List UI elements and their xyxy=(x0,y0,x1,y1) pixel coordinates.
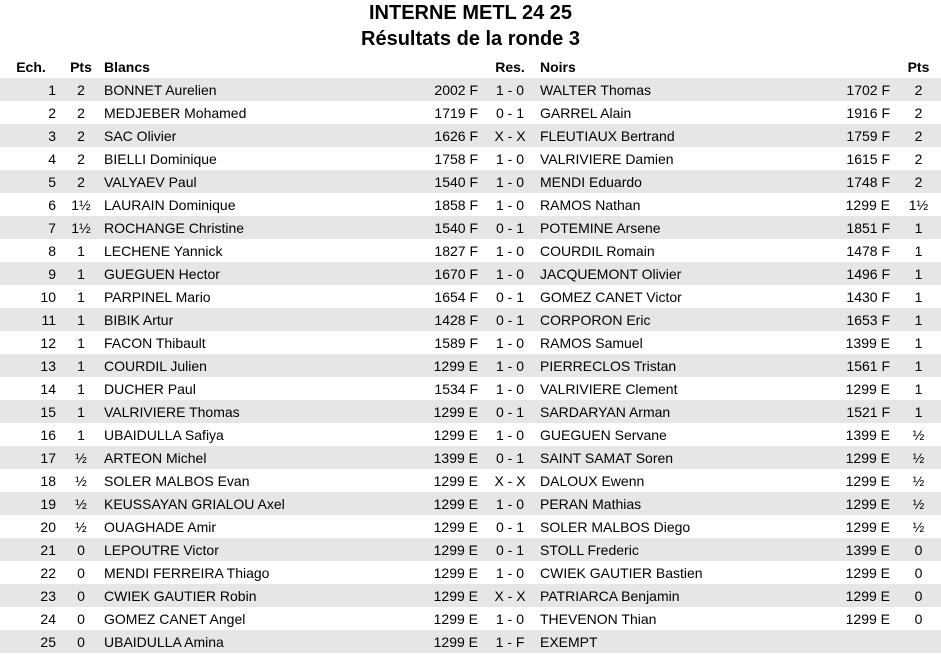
result: 1 - 0 xyxy=(495,150,524,167)
result: 1 - F xyxy=(484,630,536,653)
black-rating: 1653 F xyxy=(796,308,896,331)
header-white: Blancs xyxy=(104,59,150,75)
result: 1 - 0 xyxy=(495,564,524,581)
white-points: 1 xyxy=(77,426,85,443)
black-points: 2 xyxy=(896,124,941,147)
black-points: ½ xyxy=(912,518,925,535)
table-row xyxy=(0,630,941,653)
black-player: MENDI Eduardo xyxy=(536,170,796,193)
board-number: 10 xyxy=(40,288,56,305)
black-rating: 1299 E xyxy=(796,446,896,469)
white-player: SOLER MALBOS Evan xyxy=(104,472,250,489)
white-points: 0 xyxy=(62,630,100,653)
white-rating: 1299 E xyxy=(390,354,484,377)
result: 1 - 0 xyxy=(495,426,524,443)
white-rating: 1758 F xyxy=(434,150,478,167)
black-points: 2 xyxy=(914,104,923,121)
white-player: COURDIL Julien xyxy=(100,354,390,377)
table-header-row xyxy=(0,56,941,78)
white-rating: 2002 F xyxy=(390,78,484,101)
black-points: 1 xyxy=(896,262,941,285)
white-player: BONNET Aurelien xyxy=(100,78,390,101)
white-rating: 1299 E xyxy=(390,584,484,607)
board-number: 3 xyxy=(0,124,62,147)
result: 0 - 1 xyxy=(484,216,536,239)
table-row xyxy=(0,147,941,170)
result: 1 - 0 xyxy=(495,610,524,627)
table-row xyxy=(0,584,941,607)
black-points: 1½ xyxy=(908,196,929,213)
table-row xyxy=(0,101,941,124)
white-player: BIBIK Artur xyxy=(100,308,390,331)
table-row xyxy=(0,262,941,285)
board-number: 11 xyxy=(0,308,62,331)
white-rating: 1858 F xyxy=(434,196,478,213)
table-row xyxy=(0,607,941,630)
white-points: 1 xyxy=(62,262,100,285)
black-player: THEVENON Thian xyxy=(540,610,657,627)
black-player: STOLL Frederic xyxy=(536,538,796,561)
result: 0 - 1 xyxy=(495,518,524,535)
table-row xyxy=(0,216,941,239)
white-player: KEUSSAYAN GRIALOU Axel xyxy=(100,492,390,515)
white-points: 0 xyxy=(77,564,85,581)
white-rating: 1299 E xyxy=(433,426,478,443)
white-rating: 1299 E xyxy=(390,538,484,561)
black-rating: 1561 F xyxy=(796,354,896,377)
board-number: 23 xyxy=(0,584,62,607)
black-player: GUEGUEN Servane xyxy=(540,426,667,443)
table-row xyxy=(0,124,941,147)
board-number: 24 xyxy=(40,610,56,627)
board-number: 6 xyxy=(48,196,56,213)
board-number: 20 xyxy=(40,518,56,535)
board-number: 22 xyxy=(40,564,56,581)
black-player: PATRIARCA Benjamin xyxy=(536,584,796,607)
page-title: INTERNE METL 24 25 xyxy=(368,2,573,24)
black-player: DALOUX Ewenn xyxy=(540,472,645,489)
table-row xyxy=(0,492,941,515)
white-points: 1½ xyxy=(71,196,91,213)
black-rating: 1702 F xyxy=(796,78,896,101)
white-player: LEPOUTRE Victor xyxy=(100,538,390,561)
header-elo-black xyxy=(796,56,896,78)
black-player: RAMOS Nathan xyxy=(540,196,641,213)
black-rating: 1299 E xyxy=(796,492,896,515)
white-player: MEDJEBER Mohamed xyxy=(104,104,247,121)
white-points: 2 xyxy=(62,124,100,147)
black-rating: 1478 F xyxy=(846,242,890,259)
board-number: 2 xyxy=(48,104,56,121)
white-points: 1 xyxy=(62,400,100,423)
black-points: 0 xyxy=(914,564,923,581)
white-points: 2 xyxy=(62,78,100,101)
black-rating: 1430 F xyxy=(846,288,890,305)
result: X - X xyxy=(484,124,536,147)
board-number: 8 xyxy=(48,242,56,259)
white-points: 1 xyxy=(77,334,85,351)
white-rating: 1540 F xyxy=(390,216,484,239)
result: 1 - 0 xyxy=(495,242,524,259)
result: 1 - 0 xyxy=(484,492,536,515)
black-points: ½ xyxy=(896,492,941,515)
result: X - X xyxy=(484,584,536,607)
black-rating: 1299 E xyxy=(845,472,890,489)
header-ech: Ech. xyxy=(16,59,46,75)
white-rating: 1670 F xyxy=(390,262,484,285)
table-row xyxy=(0,239,941,262)
black-points: 1 xyxy=(914,288,923,305)
table-row xyxy=(0,377,941,400)
board-number: 17 xyxy=(0,446,62,469)
white-points: 1 xyxy=(62,308,100,331)
black-points: 0 xyxy=(896,584,941,607)
white-rating: 1589 F xyxy=(434,334,478,351)
board-number: 18 xyxy=(40,472,56,489)
black-player: SAINT SAMAT Soren xyxy=(536,446,796,469)
black-rating: 1299 E xyxy=(845,564,890,581)
black-points: 0 xyxy=(896,538,941,561)
header-res: Res. xyxy=(495,59,525,75)
black-points: 1 xyxy=(896,308,941,331)
white-player: FACON Thibault xyxy=(104,334,206,351)
white-points: 0 xyxy=(62,538,100,561)
result: 0 - 1 xyxy=(484,538,536,561)
black-player: SOLER MALBOS Diego xyxy=(540,518,691,535)
table-row xyxy=(0,538,941,561)
white-rating: 1534 F xyxy=(434,380,478,397)
black-player: RAMOS Samuel xyxy=(540,334,643,351)
white-player: DUCHER Paul xyxy=(104,380,196,397)
white-points: ½ xyxy=(62,492,100,515)
board-number: 13 xyxy=(0,354,62,377)
black-points xyxy=(896,630,941,653)
result: 1 - 0 xyxy=(484,262,536,285)
black-rating: 1496 F xyxy=(796,262,896,285)
white-player: LECHENE Yannick xyxy=(104,242,223,259)
table-row xyxy=(0,515,941,538)
black-player: PIERRECLOS Tristan xyxy=(536,354,796,377)
white-points: ½ xyxy=(75,518,87,535)
black-points: 1 xyxy=(914,380,923,397)
white-rating: 1299 E xyxy=(433,564,478,581)
black-player: CWIEK GAUTIER Bastien xyxy=(540,564,703,581)
black-rating: 1299 E xyxy=(845,196,890,213)
board-number: 5 xyxy=(0,170,62,193)
header-pts-white: Pts xyxy=(70,59,92,75)
white-player: CWIEK GAUTIER Robin xyxy=(100,584,390,607)
white-player: ROCHANGE Christine xyxy=(100,216,390,239)
white-points: 1 xyxy=(77,288,85,305)
result: 1 - 0 xyxy=(495,334,524,351)
table-row xyxy=(0,469,941,492)
white-player: BIELLI Dominique xyxy=(104,150,217,167)
table-row xyxy=(0,193,941,216)
table-row xyxy=(0,78,941,101)
table-row xyxy=(0,170,941,193)
board-number: 19 xyxy=(0,492,62,515)
white-points: 1 xyxy=(77,242,85,259)
header-pts-black: Pts xyxy=(907,59,930,75)
result: 1 - 0 xyxy=(484,78,536,101)
header-black: Noirs xyxy=(540,59,576,75)
black-rating: 1759 F xyxy=(796,124,896,147)
white-rating: 1299 E xyxy=(390,492,484,515)
black-points: ½ xyxy=(912,426,925,443)
board-number: 12 xyxy=(40,334,56,351)
black-rating: 1399 E xyxy=(845,334,890,351)
black-points: 1 xyxy=(896,354,941,377)
white-points: 1 xyxy=(62,354,100,377)
black-player: JACQUEMONT Olivier xyxy=(536,262,796,285)
table-row xyxy=(0,354,941,377)
black-player: SARDARYAN Arman xyxy=(536,400,796,423)
board-number: 16 xyxy=(40,426,56,443)
white-points: 0 xyxy=(62,584,100,607)
result: X - X xyxy=(494,472,526,489)
white-player: GUEGUEN Hector xyxy=(100,262,390,285)
white-points: 1 xyxy=(77,380,85,397)
white-points: ½ xyxy=(75,472,87,489)
white-rating: 1719 F xyxy=(434,104,478,121)
black-player: EXEMPT xyxy=(536,630,796,653)
black-player: COURDIL Romain xyxy=(540,242,655,259)
results-table xyxy=(0,56,941,653)
result: 1 - 0 xyxy=(484,170,536,193)
white-player: ARTEON Michel xyxy=(100,446,390,469)
white-points: ½ xyxy=(62,446,100,469)
white-rating: 1428 F xyxy=(390,308,484,331)
result: 0 - 1 xyxy=(484,400,536,423)
white-player: VALYAEV Paul xyxy=(100,170,390,193)
white-points: 0 xyxy=(77,610,85,627)
white-player: UBAIDULLA Amina xyxy=(100,630,390,653)
board-number: 21 xyxy=(0,538,62,561)
white-player: VALRIVIERE Thomas xyxy=(100,400,390,423)
white-rating: 1299 E xyxy=(433,472,478,489)
black-rating xyxy=(796,630,896,653)
table-row xyxy=(0,331,941,354)
table-row xyxy=(0,423,941,446)
black-player: CORPORON Eric xyxy=(536,308,796,331)
board-number: 4 xyxy=(48,150,56,167)
result: 1 - 0 xyxy=(484,354,536,377)
black-player: GARREL Alain xyxy=(540,104,632,121)
white-rating: 1654 F xyxy=(434,288,478,305)
white-rating: 1299 E xyxy=(433,610,478,627)
table-row xyxy=(0,446,941,469)
white-player: LAURAIN Dominique xyxy=(104,196,236,213)
black-points: 2 xyxy=(914,150,923,167)
white-player: UBAIDULLA Safiya xyxy=(104,426,224,443)
result: 0 - 1 xyxy=(484,446,536,469)
black-points: 1 xyxy=(914,334,923,351)
white-rating: 1299 E xyxy=(390,400,484,423)
white-rating: 1299 E xyxy=(433,518,478,535)
black-points: 2 xyxy=(896,78,941,101)
black-points: 1 xyxy=(896,400,941,423)
black-rating: 1851 F xyxy=(796,216,896,239)
result: 0 - 1 xyxy=(495,288,524,305)
black-player: VALRIVIERE Damien xyxy=(540,150,674,167)
black-rating: 1615 F xyxy=(846,150,890,167)
board-number: 1 xyxy=(0,78,62,101)
black-rating: 1748 F xyxy=(796,170,896,193)
table-row xyxy=(0,285,941,308)
board-number: 15 xyxy=(0,400,62,423)
black-player: WALTER Thomas xyxy=(536,78,796,101)
board-number: 25 xyxy=(0,630,62,653)
board-number: 9 xyxy=(0,262,62,285)
white-player: MENDI FERREIRA Thiago xyxy=(104,564,270,581)
black-player: VALRIVIERE Clement xyxy=(540,380,678,397)
black-points: 1 xyxy=(896,216,941,239)
black-rating: 1299 E xyxy=(845,518,890,535)
white-rating: 1540 F xyxy=(390,170,484,193)
white-rating: 1827 F xyxy=(434,242,478,259)
black-rating: 1399 E xyxy=(796,538,896,561)
white-player: PARPINEL Mario xyxy=(104,288,211,305)
white-player: GOMEZ CANET Angel xyxy=(104,610,246,627)
white-points: 2 xyxy=(77,104,85,121)
table-row xyxy=(0,561,941,584)
black-rating: 1916 F xyxy=(846,104,890,121)
board-number: 14 xyxy=(40,380,56,397)
white-player: OUAGHADE Amir xyxy=(104,518,217,535)
black-rating: 1521 F xyxy=(796,400,896,423)
black-player: GOMEZ CANET Victor xyxy=(540,288,682,305)
white-player: SAC Olivier xyxy=(100,124,390,147)
black-points: 0 xyxy=(914,610,923,627)
black-player: POTEMINE Arsene xyxy=(536,216,796,239)
page-subtitle: Résultats de la ronde 3 xyxy=(361,28,580,50)
table-row xyxy=(0,400,941,423)
result: 0 - 1 xyxy=(484,308,536,331)
title-block xyxy=(0,0,941,52)
black-points: ½ xyxy=(912,472,925,489)
black-rating: 1399 E xyxy=(845,426,890,443)
table-body xyxy=(0,78,941,653)
black-rating: 1299 E xyxy=(845,380,890,397)
result: 0 - 1 xyxy=(495,104,524,121)
black-player: FLEUTIAUX Bertrand xyxy=(536,124,796,147)
black-rating: 1299 E xyxy=(845,610,890,627)
white-rating: 1626 F xyxy=(390,124,484,147)
black-player: PERAN Mathias xyxy=(536,492,796,515)
header-elo-white xyxy=(390,56,484,78)
table-row xyxy=(0,308,941,331)
result: 1 - 0 xyxy=(495,196,524,213)
white-rating: 1299 E xyxy=(390,630,484,653)
result: 1 - 0 xyxy=(495,380,524,397)
black-points: ½ xyxy=(896,446,941,469)
black-points: 1 xyxy=(914,242,923,259)
white-rating: 1399 E xyxy=(390,446,484,469)
board-number: 7 xyxy=(0,216,62,239)
white-points: 2 xyxy=(62,170,100,193)
black-points: 2 xyxy=(896,170,941,193)
black-rating: 1299 E xyxy=(796,584,896,607)
white-points: 2 xyxy=(77,150,85,167)
white-points: 1½ xyxy=(62,216,100,239)
